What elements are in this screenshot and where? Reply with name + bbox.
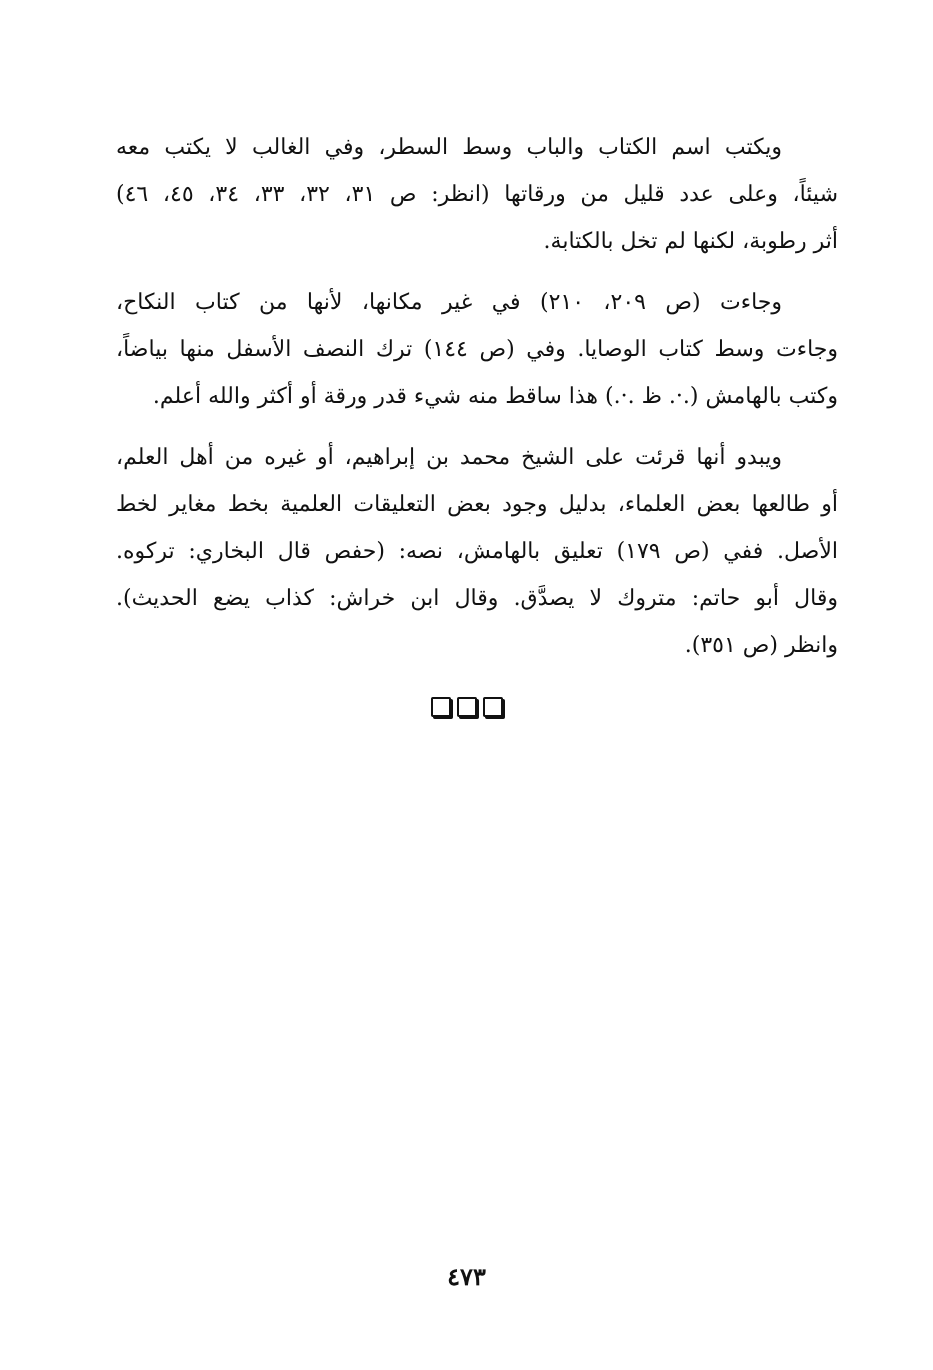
text-line: وكتب بالهامش (.·. ظ .·.) هذا ساقط منه شيء قدر ورقة أو أكثر والله أعلم. <box>152 384 838 409</box>
text-line: ويبدو أنها قرئت على الشيخ محمد بن إبراهيم، أو غيره من أهل العلم، <box>116 445 782 470</box>
text-line: وجاءت (ص ٢٠٩، ٢١٠) في غير مكانها، لأنها من كتاب النكاح، <box>116 290 783 315</box>
page-number: ٤٧٣ <box>447 1262 486 1291</box>
paragraph-1 <box>116 124 838 265</box>
text-line: وقال أبو حاتم: متروك لا يصدَّق. وقال ابن خراش: كذاب يضع الحديث). <box>116 586 838 611</box>
square-box-icon <box>483 697 503 717</box>
section-ornament <box>0 697 933 717</box>
square-box-icon <box>457 697 477 717</box>
text-line: الأصل. ففي (ص ١٧٩) تعليق بالهامش، نصه: (حفص قال البخاري: تركوه. <box>116 539 838 564</box>
text-line: أثر رطوبة، لكنها لم تخل بالكتابة. <box>543 229 838 254</box>
text-line: شيئاً، وعلى عدد قليل من ورقاتها (انظر: ص ٣١، ٣٢، ٣٣، ٣٤، ٤٥، ٤٦) <box>116 182 839 207</box>
text-line: وجاءت وسط كتاب الوصايا. وفي (ص ١٤٤) ترك النصف الأسفل منها بياضاً، <box>116 337 838 362</box>
text-line: أو طالعها بعض العلماء، بدليل وجود بعض التعليقات العلمية بخط مغاير لخط <box>116 492 838 517</box>
paragraph-2 <box>116 279 838 420</box>
square-box-icon <box>431 697 451 717</box>
text-line: ويكتب اسم الكتاب والباب وسط السطر، وفي الغالب لا يكتب معه <box>116 135 782 160</box>
text-line: وانظر (ص ٣٥١). <box>684 633 838 658</box>
body-text <box>116 124 838 683</box>
paragraph-3 <box>116 434 838 669</box>
